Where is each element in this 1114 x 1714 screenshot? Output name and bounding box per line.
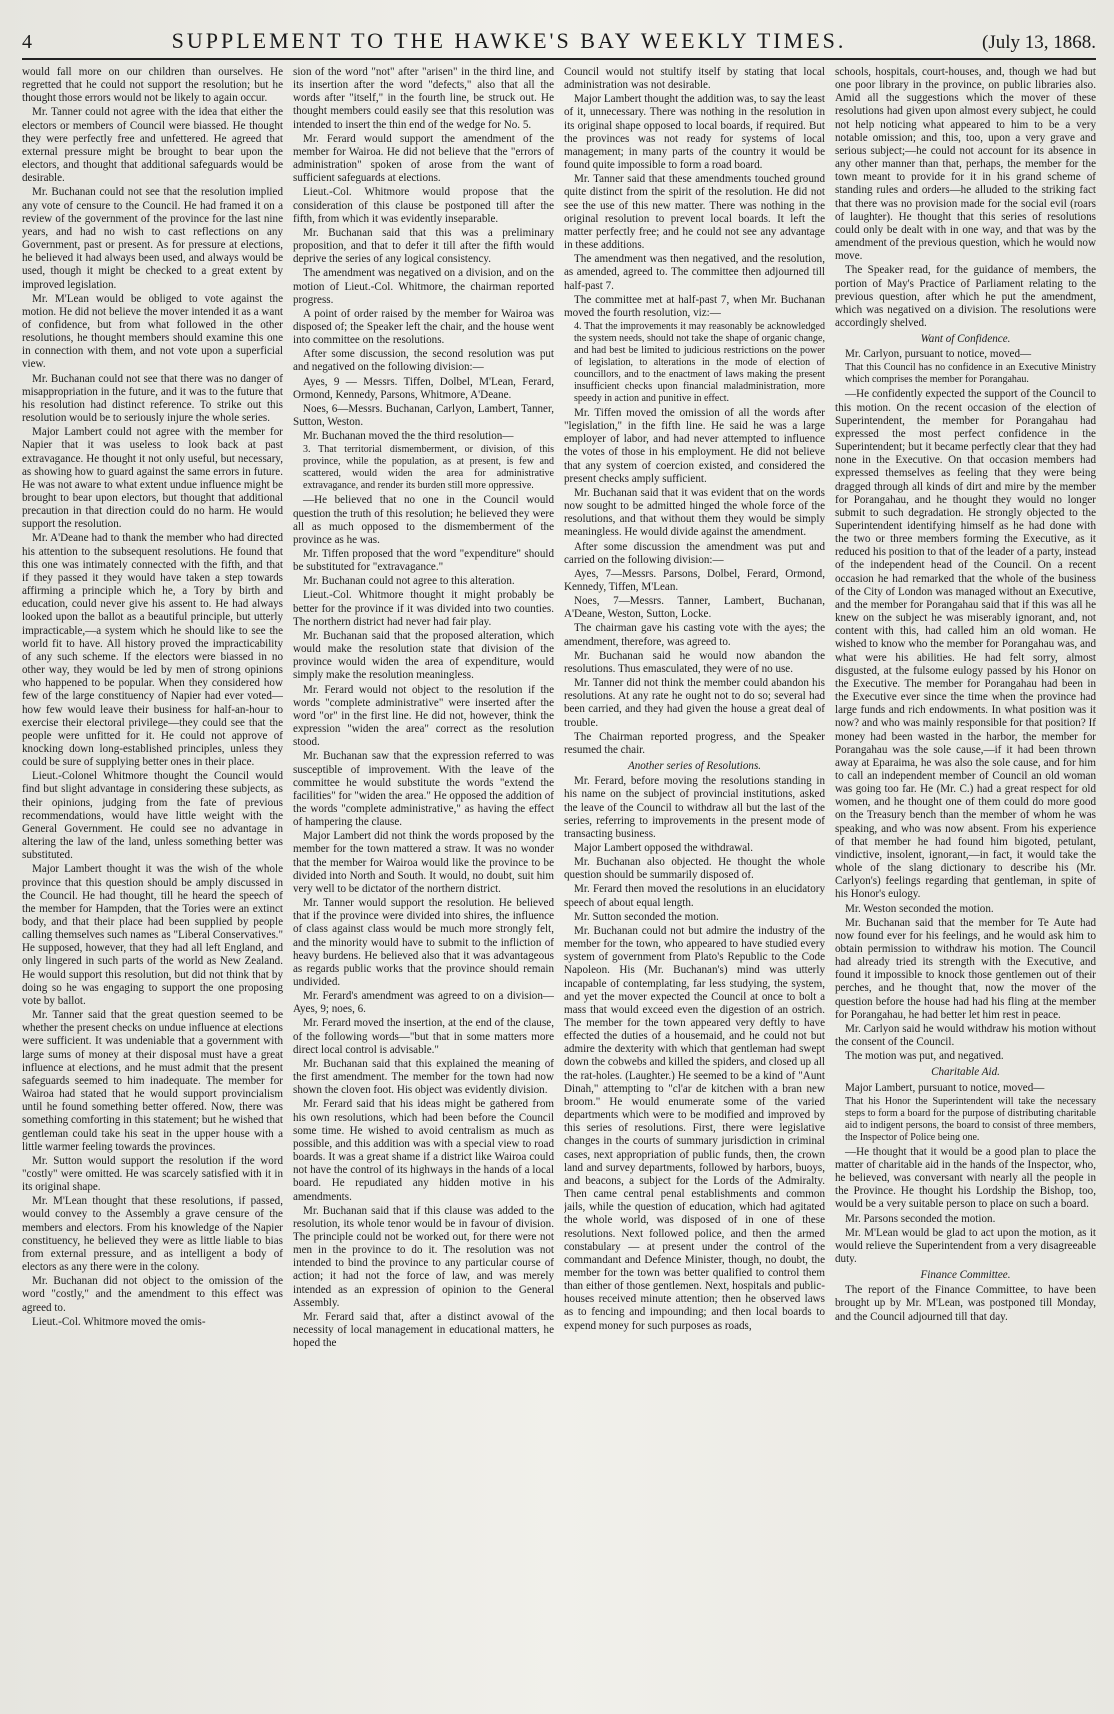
paragraph: The committee met at half-past 7, when Mr. Buchanan moved the fourth resolution, viz:— xyxy=(564,293,825,319)
paragraph: Mr. Buchanan could not agree to this alteration. xyxy=(303,575,515,588)
paragraph: Mr. Buchanan saw that the expression referred to was susceptible of improvement. With the leave of the committee he would substitute the words "extend the facilities" for "widen the area." He opposed the addition of the words "complete administrative," as having the effect of hampering the clause. xyxy=(293,750,554,829)
motion-text: That this Council has no confidence in an Executive Ministry which comprises the member for Porangahau. xyxy=(845,362,1096,386)
paragraph: Mr. M'Lean would be glad to act upon the motion, as it would relieve the Superintendent from a very disagreeable duty. xyxy=(835,1226,1096,1265)
paragraph: Mr. Ferard's amendment was agreed to on a division—Ayes, 9; noes, 6. xyxy=(293,990,554,1016)
paragraph: Mr. Tanner said that these amendments touched ground quite distinct from the spirit of the resolution. He did not see the use of this new matter. There was nothing in the original resolution to prevent local boards. It left the matter perfectly free; and he could not see any advantage in these additions. xyxy=(564,173,825,252)
paragraph: Mr. Buchanan said that this explained the meaning of the first amendment. The member for the town had now shown the cloven foot. His object was evidently division. xyxy=(293,1057,554,1097)
paragraph: Mr. Ferard would support the amendment of the member for Wairoa. He did not believe that the "errors of administration" spoken of arose from the want of sufficient safeguards at elections. xyxy=(293,132,554,185)
paragraph: Mr. Buchanan could not but admire the industry of the member for the town, who appeared to have studied every system of government from Plato's Republic to the Code Napoleon. His (Mr. Buchanan's) mind was utterly incapable of contemplating, far less studying, the system, and yet the mover expected the Council at once to bolt a mass that would exceed even the digestion of an ostrich. The member for the town appeared very deftly to have effected the duties of a housemaid, and he could not but admire the dexterity with which that gentleman had swept down the cobwebs and killed the spiders, and closed up all the rat-holes. (Laughter.) He seemed to be a kind of "Aunt Dinah," attempting to "cl'ar de kitchen with a bran new broom." He would enumerate some of the varied departments which were to be modified and improved by this series of resolutions. First, there were legislative changes in the courts of summary jurisdiction in criminal cases, next appropriation of public funds, then, the crown land and survey departments, followed by harbors, buoys, and beacons, a subject for the Lords of the Admiralty. Then came central penal establishments and common jails, while the question of education, which had agitated the whole world, was disposed of in one of these resolutions. Next followed police, and then the armed constabulary — at present under the control of the commandant and Defence Minister, though, no doubt, the member for the town was better qualified to control them than either of those gentlemen. Next, hospitals and public-houses received minute attention; then he observed laws as to fencing and impounding; and then local boards to expend money for such purposes as roads, xyxy=(564,924,825,1332)
section-heading: Another series of Resolutions. xyxy=(627,760,762,773)
paragraph: Mr. Buchanan said that the proposed alteration, which would make the resolution state that division of the province would widen the area of expenditure, would simply make the resolution meaningless. xyxy=(293,629,554,682)
newspaper-title: SUPPLEMENT TO THE HAWKE'S BAY WEEKLY TIMES. xyxy=(171,28,847,53)
paragraph: Mr. Tanner would support the resolution. He believed that if the province were divided into shires, the influence of class against class would be much more strongly felt, and the minority would have to submit to the infliction of heavy burdens. He believed also that it was advantageous as regards public works that the province should remain undivided. xyxy=(293,897,554,988)
paragraph: Mr. Ferard moved the insertion, at the end of the clause, of the following words—"but that in some matters more direct local control is advisable." xyxy=(293,1017,554,1056)
paragraph: Lieut.-Col. Whitmore thought it might probably be better for the province if it was divided into two counties. The northern district had never had fair play. xyxy=(293,589,554,628)
paragraph: Mr. Tanner said that the great question seemed to be whether the present checks on undue influence at elections were sufficient. It was undeniable that a government with large sums of money at their disposal must have a great influence at elections, and he must admit that the present safeguards seemed to him inadequate. The member for Wairoa had stated that he would support provincialism until he found something better offered. Now, there was something comforting in this statement; but he wished that gentleman could take his seat in the upper house with a little warmer feeling towards the provinces. xyxy=(22,1009,283,1153)
paragraph: Mr. Ferard said that, after a distinct avowal of the necessity of local management in educational matters, he hoped the xyxy=(293,1310,554,1350)
paragraph: Mr. Tiffen proposed that the word "expenditure" should be substituted for "extravagance." xyxy=(293,548,554,574)
paragraph: Mr. Ferard, before moving the resolutions standing in his name on the subject of provincial institutions, asked the leave of the Council to withdraw all but the last of the series, referring to improvements in the present mode of transacting business. xyxy=(564,775,825,840)
column-2 xyxy=(293,66,554,1682)
paragraph: The chairman gave his casting vote with the ayes; the amendment, therefore, was agreed to. xyxy=(564,622,825,648)
paragraph: Major Lambert thought it was the wish of the whole province that this question should be amply discussed in the Council. He had thought, till he heard the speech of the member for Hampden, that the Tories were an extinct body, and that their place had been supplied by people calling themselves such names as "Liberal Conservatives." He supposed, however, that they had all left England, and only lingered in such parts of the world as New Zealand. He would support this resolution, but did not think that by doing so he was engaging to support the one proposing vote by ballot. xyxy=(22,863,283,1007)
page-number: 4 xyxy=(22,31,32,53)
paragraph: Major Lambert thought the addition was, to say the least of it, unnecessary. There was nothing in the resolution in its original shape opposed to local boards, if required. But the provinces was not ready for systems of local management; in many parts of the country it would be found quite impossible to form a road board. xyxy=(564,93,825,172)
paragraph: Mr. Tanner did not think the member could abandon his resolutions. At any rate he ought not to do so; several had been carried, and they had given the house a great deal of trouble. xyxy=(564,677,825,729)
paragraph: Mr. Buchanan moved the the third resolution— xyxy=(303,430,514,443)
paragraph: The amendment was negatived on a division, and on the motion of Lieut.-Col. Whitmore, the chairman reported progress. xyxy=(293,267,554,306)
motion-text: 3. That territorial dismemberment, or division, of this province, while the population, as at present, is few and scattered, would widen the area for administrative extravagance, and render its burden still more oppressive. xyxy=(303,444,554,492)
page-header xyxy=(22,28,1096,60)
paragraph: Major Lambert did not think the words proposed by the member for the town mattered a straw. It was no wonder that the member for Wairoa would like the province to be divided into North and South. It would, no doubt, suit him very well to be dictator of the northern district. xyxy=(293,830,554,895)
paragraph: Mr. Tanner could not agree with the idea that either the electors or members of Council were biassed. He thought they were perfectly free and unfettered. He agreed that external pressure might be brought to bear upon the electors, and thought that additional safeguards would be desirable. xyxy=(22,106,283,185)
paragraph: Lieut.-Col. Whitmore would propose that the consideration of this clause be postponed till after the fifth, from which it was evidently inseparable. xyxy=(293,186,554,225)
paragraph: The report of the Finance Committee, to have been brought up by Mr. M'Lean, was postponed till Monday, and the Council adjourned till that day. xyxy=(835,1284,1096,1323)
column-1 xyxy=(22,66,283,1682)
continued-paragraph: schools, hospitals, court-houses, and, though we had but one poor library in the province, on public libraries also. Amid all the suggestions which the mover of these resolutions had given upon almost every subject, he could not help noticing what appeared to him to be a very notable omission; and this, too, upon a very grave and serious subject;—he could not account for its absence in any other manner than that, perhaps, the member for the town meant to provide for it in his grand scheme of standing rules and orders—he alluded to the striking fact that there was no provision made for the social evil (roars of laughter). He thought that this series of resolutions could only be dealt with in one way, and that was by the amendment of the previous question, which he would now move. xyxy=(835,66,1096,263)
division-list: Noes, 7—Messrs. Tanner, Lambert, Buchanan, A'Deane, Weston, Sutton, Locke. xyxy=(564,595,825,621)
paragraph: Mr. Carlyon said he would withdraw his motion without the consent of the Council. xyxy=(835,1022,1096,1049)
paragraph: After some discussion the amendment was put and carried on the following division:— xyxy=(564,540,825,566)
paragraph: Mr. Tiffen moved the omission of all the words after "legislation," in the fifth line. He said he was a large employer of labor, and had never attempted to influence the votes of those in his employment. He did not believe that any system of coercion existed, and considered the present checks amply sufficient. xyxy=(564,406,825,485)
paragraph: A point of order raised by the member for Wairoa was disposed of; the Speaker left the chair, and the house went into committee on the resolutions. xyxy=(293,307,554,347)
column-3 xyxy=(564,66,825,1682)
motion-text: That his Honor the Superintendent will take the necessary steps to form a board for the purpose of distributing charitable aid to indigent persons, the board to consist of three members, the Inspector of Police being one. xyxy=(845,1095,1096,1143)
paragraph: The Speaker read, for the guidance of members, the portion of May's Practice of Parliament relating to the previous question, after which he put the amendment, which was negatived on a division. The resolutions were accordingly shelved. xyxy=(835,264,1096,329)
section-heading: Finance Committee. xyxy=(920,1269,1011,1282)
paragraph: Mr. Buchanan did not object to the omission of the word "costly," and the amendment to this effect was agreed to. xyxy=(22,1275,283,1314)
continued-paragraph: Council would not stultify itself by stating that local administration was not desirable. xyxy=(564,66,825,92)
division-list: Ayes, 9 — Messrs. Tiffen, Dolbel, M'Lean, Ferard, Ormond, Kennedy, Parsons, Whitmore, A'Deane. xyxy=(293,375,554,401)
paragraph: Mr. Buchanan said he would now abandon the resolutions. Thus emasculated, they were of no use. xyxy=(564,649,825,675)
paragraph: Mr. Weston seconded the motion. xyxy=(845,902,994,915)
paragraph: The Chairman reported progress, and the Speaker resumed the chair. xyxy=(564,730,825,756)
paragraph: Major Lambert opposed the withdrawal. xyxy=(574,841,753,854)
paragraph: Mr. Buchanan said that if this clause was added to the resolution, its whole tenor would be in favour of division. The principle could not be worked out, for there were not men in the province to do it. The resolution was not intended to bind the province to any particular course of action; it had not the force of law, and was merely intended as an expression of opinion to the General Assembly. xyxy=(293,1204,554,1309)
paragraph: Mr. M'Lean thought that these resolutions, if passed, would convey to the Assembly a grave censure of the members and electors. From his knowledge of the Napier constituency, he believed they were as little liable to bias from external pressure, and as intelligent a body of electors as any there were in the colony. xyxy=(22,1195,283,1274)
division-list: Ayes, 7—Messrs. Parsons, Dolbel, Ferard, Ormond, Kennedy, Tiffen, M'Lean. xyxy=(564,567,825,593)
section-heading: Charitable Aid. xyxy=(931,1066,1000,1079)
paragraph: Mr. A'Deane had to thank the member who had directed his attention to the subsequent resolutions. He found that this one was intimately connected with the fifth, and that if they passed it they would have taken a step towards affirming a principle which he, a Tory by birth and education, could never give his assent to. He had always looked upon the ballot as a beautiful principle, but utterly impracticable,—a system which he should like to see the world fit to have. All history proved the impracticability of any such scheme. If the electors were biassed in no other way, they would be led by men of strong opinions who happened to be popular. When they considered how few of the large constituency of Napier had ever voted—how few would leave their business for half-an-hour to exercise their electoral privilege—they could see that the people were unfitted for it. He could not approve of knocking down long-established principles, unless they could be sure of supplying better ones in their place. xyxy=(22,532,283,769)
section-heading: Want of Confidence. xyxy=(920,333,1011,346)
paragraph: —He thought that it would be a good plan to place the matter of charitable aid in the hands of the Inspector, who, he believed, was conversant with nearly all the people in the Province. He thought his Lordship the Bishop, too, would be a very suitable person to place on such a board. xyxy=(835,1145,1096,1211)
paragraph: —He confidently expected the support of the Council to this motion. On the recent occasion of the election of Superintendent, the member for Porangahau had expressed the most perfect confidence in the Superintendent; but it became perfectly clear that they had none in the Executive. On that occasion members had expressed themselves as feeling that they were being dragged through all kinds of dirt and mire by the member for Porangahau, and he thought they would no longer submit to such degradation. He strongly objected to the Superintendent identifying himself as he had done with the two or three members forming the Executive, as it reduced his position to that of the leader of a party, instead of the independent head of the Council. On a recent occasion he had remarked that the whole of the business of the City of London was managed without an Executive, and the member for Porangahau said that if this was all he knew on the subject he was miserably ignorant, and, not content with this, had called him an old woman. He wished to know who the member for Porangahau was, and what were his abilities. He had felt sorry, almost disgusted, at the fulsome eulogy passed by his Honor on the Executive. The member for Porangahau had been in the Executive ever since the time when the province had large funds and rich endowments. In what position was it now? and who was mainly responsible for that position? If money had been wasted in the harbor, the member for Porangahau was the sole cause,—if it had been thrown away at Eparaima, he was also the sole cause, and for him to call an independent member of Council an old woman was going too far. He (Mr. C.) had a great respect for old women, and he thought one of them could do more good on the Treasury bench than the member of whom he was speaking, and who was now absent. From his experience of that member he had found him bigoted, petulant, vindictive, insolent, ignorant,—in fact, it would take the whole of the slang dictionary to describe his (Mr. Carlyon's) feelings regarding that gentleman, in spite of his Honor's eulogy. xyxy=(835,388,1096,901)
paragraph: Mr. M'Lean would be obliged to vote against the motion. He did not believe the mover intended it as a want of confidence, but from what followed in the other resolutions, he thought members should examine this one in connection with them, and not vote upon a superficial view. xyxy=(22,292,283,371)
paragraph: Mr. Sutton would support the resolution if the word "costly" were omitted. He was scarcely satisfied with it in its original shape. xyxy=(22,1154,283,1194)
paragraph: Major Lambert could not agree with the member for Napier that it was useless to look back at past extravagance. He thought it not only useful, but necessary, as showing how to guard against the same errors in future. He was not aware to what extent undue influence might be brought to bear upon electors, but thought that additional precaution in that direction could do no harm. He would support the resolution. xyxy=(22,426,283,531)
motion-text: 4. That the improvements it may reasonably be acknowledged the system needs, should not take the shape of organic change, and had best be limited to judicious restrictions on the power of legislation, to alterations in the mode of election of councillors, and to the enactment of laws making the present insufficient checks upon financial maladministration, more speedy in action and punitive in effect. xyxy=(574,320,825,404)
paragraph: Lieut.-Col. Whitmore moved the omis- xyxy=(32,1315,206,1328)
paragraph: Mr. Buchanan said that the member for Te Aute had now found ever for his feelings, and he would ask him to obtain permission to withdraw his motion. The Council had already tried its strength with the Executive, and found it impossible to knock those gentlemen out of their perches, and he thought that, now the mover of the question before the house had had his fling at the member for Porangahau, he had better let him rest in peace. xyxy=(835,916,1096,1021)
paragraph: The motion was put, and negatived. xyxy=(845,1050,1004,1063)
paragraph: Mr. Buchanan said that this was a preliminary proposition, and that to defer it till after the fifth would deprive the series of any logical consistency. xyxy=(293,226,554,266)
division-list: Noes, 6—Messrs. Buchanan, Carlyon, Lambert, Tanner, Sutton, Weston. xyxy=(293,402,554,429)
paragraph: Lieut.-Colonel Whitmore thought the Council would find but slight advantage in considering these subjects, as their opinions, judging from the fate of previous recommendations, would have little weight with the General Government. He could see no advantage in altering the law of the land, unless something better was substituted. xyxy=(22,770,283,862)
paragraph: After some discussion, the second resolution was put and negatived on the following division:— xyxy=(293,348,554,374)
issue-date: (July 13, 1868. xyxy=(982,32,1096,53)
paragraph: Mr. Buchanan said that it was evident that on the words now sought to be admitted hinged the whole force of the resolutions, and that without them they would be simply meaningless. He would divide against the amendment. xyxy=(564,486,825,539)
paragraph: Mr. Carlyon, pursuant to notice, moved— xyxy=(845,348,1032,361)
continued-paragraph: sion of the word "not" after "arisen" in the third line, and its insertion after the word "defects," also that all the words after "itself," in the fourth line, be struck out. He thought members could easily see that this resolution was intended to insert the thin end of the wedge for No. 5. xyxy=(293,66,554,131)
paragraph: Mr. Buchanan could not see that there was no danger of misappropriation in the future, and it was to the future that his resolution had distinct reference. To strike out this resolution would be to seriously injure the whole series. xyxy=(22,372,283,425)
paragraph: The amendment was then negatived, and the resolution, as amended, agreed to. The committee then adjourned till half-past 7. xyxy=(564,253,825,292)
paragraph: Mr. Buchanan could not see that the resolution implied any vote of censure to the Council. He had framed it on a review of the government of the province for the last nine years, and had no wish to cast reflections on any Government, past or present. As for pressure at elections, he believed it had always been used, and always would be used, though it might be checked to a great extent by improved legislation. xyxy=(22,186,283,291)
column-4 xyxy=(835,66,1096,1682)
paragraph: Mr. Ferard would not object to the resolution if the words "complete administrative" were inserted after the word "or" in the first line. He did not, however, think the expression "widen the area" correct as the resolution stood. xyxy=(293,683,554,749)
paragraph: Mr. Ferard then moved the resolutions in an elucidatory speech of about equal length. xyxy=(564,883,825,909)
paragraph: Mr. Sutton seconded the motion. xyxy=(574,910,719,923)
paragraph: Mr. Ferard said that his ideas might be gathered from his own resolutions, which had been before the Council some time. He wished to avoid centralism as much as possible, and this addition was with a special view to road boards. It was a great shame if a district like Wairoa could not have the control of its highways in the hands of a local board. He repudiated any hidden motive in his amendments. xyxy=(293,1098,554,1203)
paragraph: Mr. Buchanan also objected. He thought the whole question should be summarily disposed of. xyxy=(564,856,825,882)
paragraph: —He believed that no one in the Council would question the truth of this resolution; he believed they were all as much opposed to the dismemberment of the province as he was. xyxy=(293,494,554,546)
paragraph: Major Lambert, pursuant to notice, moved— xyxy=(845,1081,1045,1094)
columns xyxy=(22,66,1096,1682)
paragraph: Mr. Parsons seconded the motion. xyxy=(845,1212,996,1225)
continued-paragraph: would fall more on our children than ourselves. He regretted that he could not support the resolution; but he thought those errors would not be likely to again occur. xyxy=(22,66,283,105)
